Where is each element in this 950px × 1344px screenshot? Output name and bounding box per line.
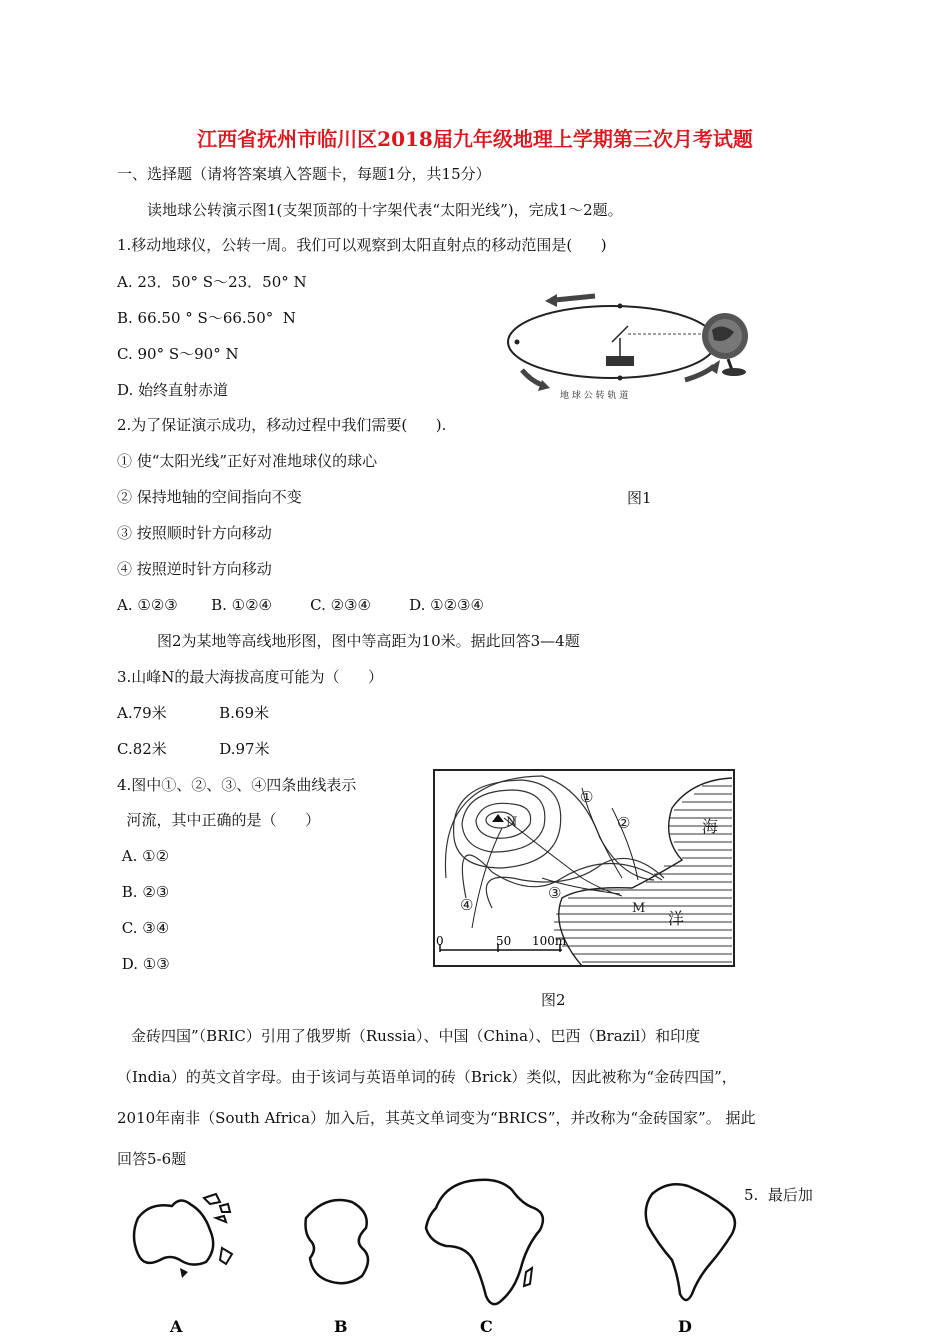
- bric-paragraph-line4: 回答5-6题: [117, 1150, 187, 1168]
- river-label-1: ①: [580, 788, 594, 806]
- q4-stem-line1: 4.图中①、②、③、④四条曲线表示: [117, 776, 357, 794]
- q1-stem: 1.移动地球仪，公转一周。我们可以观察到太阳直射点的移动范围是( ): [117, 236, 607, 254]
- map-label-d: D: [678, 1317, 692, 1336]
- intro-fig2: 图2为某地等高线地形图，图中等高距为10米。据此回答3—4题: [157, 632, 580, 650]
- peak-label-n: N: [506, 815, 518, 830]
- q4-option-a: A. ①②: [117, 847, 170, 865]
- q4-option-b: B. ②③: [117, 883, 170, 901]
- q1-option-a: A. 23．50° S～23．50° N: [117, 273, 307, 291]
- map-label-b: B: [334, 1317, 348, 1336]
- map-label-a: A: [170, 1317, 183, 1336]
- map-a-australia: [120, 1188, 250, 1338]
- bric-paragraph-line2: （India）的英文首字母。由于该词与英语单词的砖（Brick）类似，因此被称为“金砖四国”，: [117, 1068, 737, 1086]
- scale-100: 100m: [532, 934, 567, 948]
- q2-statement-2: ② 保持地轴的空间指向不变: [117, 488, 302, 506]
- map-label-c: C: [480, 1317, 493, 1336]
- bric-paragraph-line1: 金砖四国”（BRIC）引用了俄罗斯（Russia）、中国（China）、巴西（Brazil）和印度: [131, 1027, 701, 1045]
- orbit-label: 地 球 公 转 轨 道: [560, 391, 629, 401]
- sea-label-2: 洋: [668, 909, 685, 928]
- q2-statement-4: ④ 按照逆时针方向移动: [117, 560, 272, 578]
- sea-label-1: 海: [702, 817, 719, 836]
- q2-statement-1: ① 使“太阳光线”正好对准地球仪的球心: [117, 452, 378, 470]
- document-title: 江西省抚州市临川区2018届九年级地理上学期第三次月考试题: [197, 127, 753, 151]
- figure-2-caption: 图2: [541, 991, 566, 1009]
- river-label-3: ③: [548, 884, 562, 902]
- figure-2-contour-map: [432, 768, 736, 970]
- q2-statement-3: ③ 按照顺时针方向移动: [117, 524, 272, 542]
- bric-paragraph-line3: 2010年南非（South Africa）加入后，其英文单词变为“BRICS”，并改称为“金砖国家”。 据此: [117, 1109, 756, 1127]
- q3-stem: 3.山峰N的最大海拔高度可能为（ ）: [117, 668, 384, 686]
- river-label-2: ②: [617, 814, 631, 832]
- q2-options: A. ①②③ B. ①②④ C. ②③④ D. ①②③④: [117, 596, 484, 614]
- q3-options-ab: A.79米 B.69米: [117, 704, 270, 722]
- q1-option-c: C. 90° S～90° N: [117, 345, 239, 363]
- figure-1-orbit-diagram: [500, 282, 760, 410]
- scale-50: 50: [496, 934, 512, 948]
- figure-1-caption: 图1: [627, 489, 652, 507]
- q1-option-d: D. 始终直射赤道: [117, 381, 229, 399]
- q1-option-b: B. 66.50 ° S～66.50° N: [117, 309, 296, 327]
- q2-stem: 2.为了保证演示成功，移动过程中我们需要( ).: [117, 416, 447, 434]
- q5-fragment: 5. 最后加: [744, 1186, 813, 1204]
- map-b-southern-africa: [296, 1188, 406, 1338]
- point-label-m: M: [632, 901, 646, 916]
- q4-option-d: D. ①③: [117, 955, 170, 973]
- map-c-africa: [416, 1168, 566, 1338]
- q3-options-cd: C.82米 D.97米: [117, 740, 270, 758]
- q4-stem-line2: 河流，其中正确的是（ ）: [117, 811, 321, 829]
- intro-fig1: 读地球公转演示图1(支架顶部的十字架代表“太阳光线”)，完成1～2题。: [147, 201, 623, 219]
- section-heading: 一、选择题（请将答案填入答题卡，每题1分，共15分）: [117, 165, 491, 183]
- river-label-4: ④: [460, 896, 474, 914]
- map-d-south-america: [632, 1172, 752, 1338]
- scale-0: 0: [436, 934, 444, 948]
- q4-option-c: C. ③④: [117, 919, 170, 937]
